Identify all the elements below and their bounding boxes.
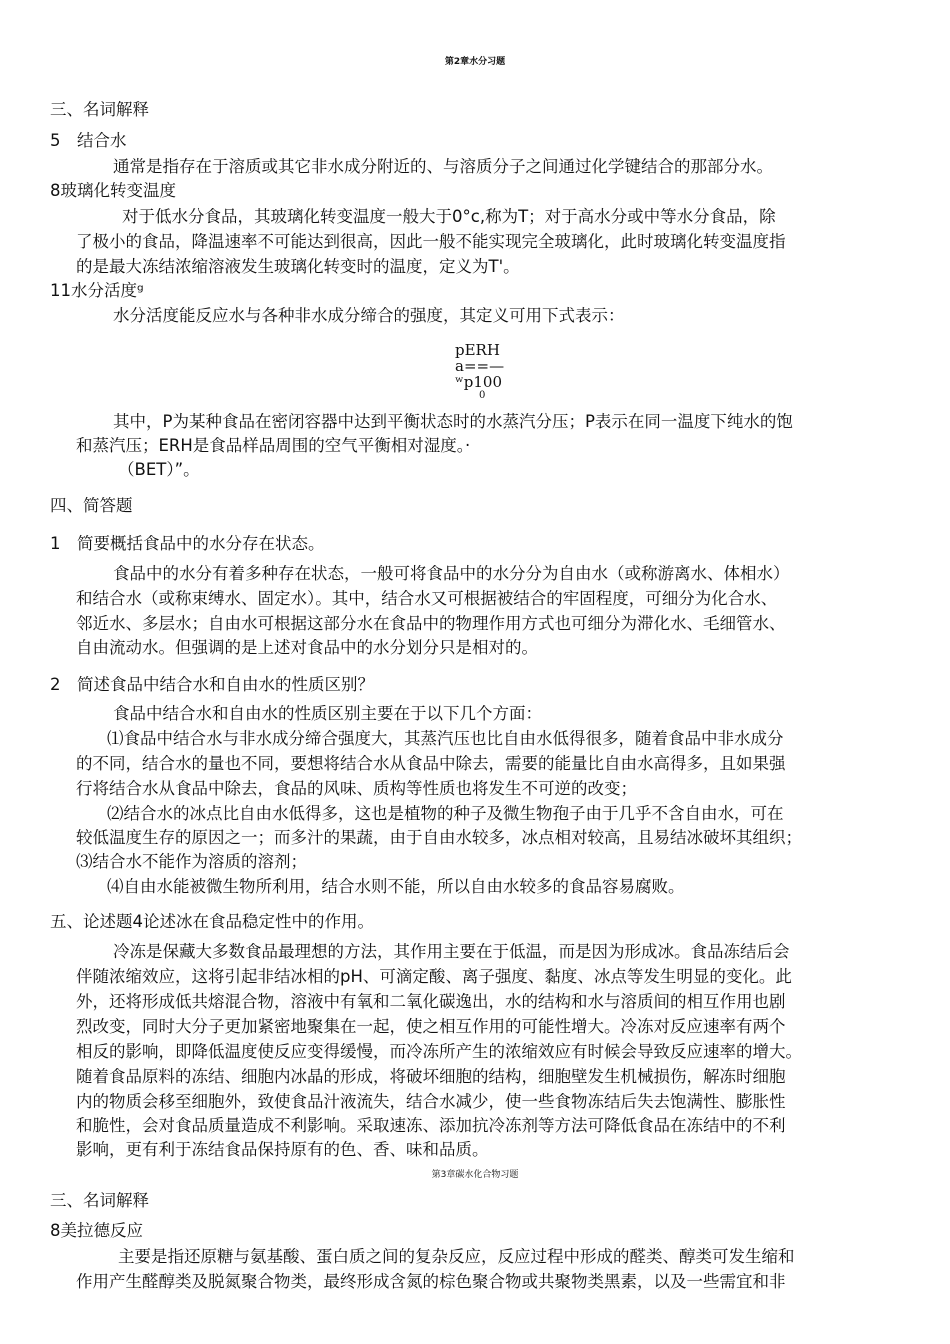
paragraph-line: ⑶结合水不能作为溶质的溶剂； xyxy=(76,852,307,871)
paragraph-line: 自由流动水。但强调的是上述对食品中的水分划分只是相对的。 xyxy=(76,638,538,657)
term-title: 8玻璃化转变温度 xyxy=(50,181,176,200)
paragraph-line: 相反的影响，即降低温度使反应变得缓慢，而冷冻所产生的浓缩效应有时候会导致反应速率的增大。 xyxy=(76,1042,802,1061)
paragraph-line: 和结合水（或称束缚水、固定水）。其中，结合水又可根据被结合的牢固程度，可细分为化合水、 xyxy=(76,589,778,608)
term-title: 8美拉德反应 xyxy=(50,1221,143,1240)
section-heading: 四、简答题 xyxy=(50,496,133,515)
paragraph-line: ⑴食品中结合水与非水成分缔合强度大，其蒸汽压也比自由水低得很多，随着食品中非水成分 xyxy=(107,729,784,748)
formula-line: a==— xyxy=(455,357,505,375)
paragraph-line: ⑷自由水能被微生物所利用，结合水则不能，所以自由水较多的食品容易腐败。 xyxy=(107,877,685,896)
paragraph-line: 冷冻是保藏大多数食品最理想的方法，其作用主要在于低温，而是因为形成冰。食品冻结后会 xyxy=(113,942,790,961)
chapter3-title: 第3章碳水化合物习题 xyxy=(431,1170,519,1180)
paragraph-line: 了极小的食品，降温速率不可能达到很高，因此一般不能实现完全玻璃化，此时玻璃化转变温度指 xyxy=(76,232,786,251)
paragraph-line: 影响，更有利于冻结食品保持原有的色、香、味和品质。 xyxy=(76,1140,489,1159)
paragraph-line: 伴随浓缩效应，这将引起非结冰相的pH、可滴定酸、离子强度、黏度、冰点等发生明显的变化。此 xyxy=(76,967,792,986)
chapter2-title: 第2章水分习题 xyxy=(444,57,506,67)
section-heading: 三、名词解释 xyxy=(50,100,149,119)
question-title: 1 简要概括食品中的水分存在状态。 xyxy=(50,534,325,553)
paragraph-line: 的是最大冻结浓缩溶液发生玻璃化转变时的温度，定义为T'。 xyxy=(76,257,520,276)
paragraph-line: （BET）”。 xyxy=(118,460,200,479)
paragraph-line: 随着食品原料的冻结、细胞内冰晶的形成，将破坏细胞的结构，细胞壁发生机械损伤，解冻时细胞 xyxy=(76,1067,786,1086)
water-activity-formula xyxy=(455,342,525,402)
formula-line: pERH xyxy=(455,341,500,359)
paragraph-line: 烈改变，同时大分子更加紧密地聚集在一起，使之相互作用的可能性增大。冷冻对反应速率有两个 xyxy=(76,1017,786,1036)
term-title: 11水分活度ᵍ xyxy=(50,281,144,300)
paragraph-line: 和脆性，会对食品质量造成不利影响。采取速冻、添加抗冷冻剂等方法可降低食品在冻结中的不利 xyxy=(76,1116,786,1135)
question-title: 2 简述食品中结合水和自由水的性质区别？ xyxy=(50,675,374,694)
paragraph-line: 外，还将形成低共熔混合物，溶液中有氧和二氧化碳逸出，水的结构和水与溶质间的相互作用也剧 xyxy=(76,992,786,1011)
paragraph-line: 作用产生醛醇类及脱氮聚合物类，最终形成含氮的棕色聚合物或共聚物类黑素，以及一些需宜和非 xyxy=(76,1272,786,1291)
paragraph-line: ⑵结合水的冰点比自由水低得多，这也是植物的种子及微生物孢子由于几乎不含自由水，可在 xyxy=(107,804,784,823)
paragraph-line: 水分活度能反应水与各种非水成分缔合的强度，其定义可用下式表示： xyxy=(113,306,625,325)
paragraph-line: 食品中的水分有着多种存在状态，一般可将食品中的水分分为自由水（或称游离水、体相水） xyxy=(113,564,790,583)
formula-line: ʷp100 xyxy=(455,373,503,391)
paragraph-line: 食品中结合水和自由水的性质区别主要在于以下几个方面： xyxy=(113,704,542,723)
paragraph-line: 其中，P为某种食品在密闭容器中达到平衡状态时的水蒸汽分压；P表示在同一温度下纯水的饱 xyxy=(113,412,793,431)
paragraph-line: 行将结合水从食品中除去，食品的风味、质构等性质也将发生不可逆的改变； xyxy=(76,779,637,798)
paragraph-line: 内的物质会移至细胞外，致使食品汁液流失，结合水减少，使一些食物冻结后失去饱满性、膨胀性 xyxy=(76,1092,786,1111)
section-heading: 五、论述题4论述冰在食品稳定性中的作用。 xyxy=(50,912,374,931)
paragraph-line: 和蒸汽压；ERH是食品样品周围的空气平衡相对湿度。· xyxy=(76,436,471,455)
paragraph-line: 的不同，结合水的量也不同，要想将结合水从食品中除去，需要的能量比自由水高得多，且如果强 xyxy=(76,754,786,773)
paragraph-line: 主要是指还原糖与氨基酸、蛋白质之间的复杂反应，反应过程中形成的醛类、醇类可发生缩和 xyxy=(118,1247,795,1266)
paragraph-line: 较低温度生存的原因之一；而多汁的果蔬，由于自由水较多，冰点相对较高，且易结冰破坏其组织； xyxy=(76,828,802,847)
term-definition: 通常是指存在于溶质或其它非水成分附近的、与溶质分子之间通过化学键结合的那部分水。 xyxy=(113,157,773,176)
section-heading: 三、名词解释 xyxy=(50,1191,149,1210)
term-title: 5 结合水 xyxy=(50,131,127,150)
paragraph-line: 对于低水分食品，其玻璃化转变温度一般大于0°c,称为T；对于高水分或中等水分食品，除 xyxy=(122,207,776,226)
paragraph-line: 邻近水、多层水；自由水可根据这部分水在食品中的物理作用方式也可细分为滞化水、毛细管水、 xyxy=(76,614,786,633)
formula-subscript: 0 xyxy=(479,390,486,401)
